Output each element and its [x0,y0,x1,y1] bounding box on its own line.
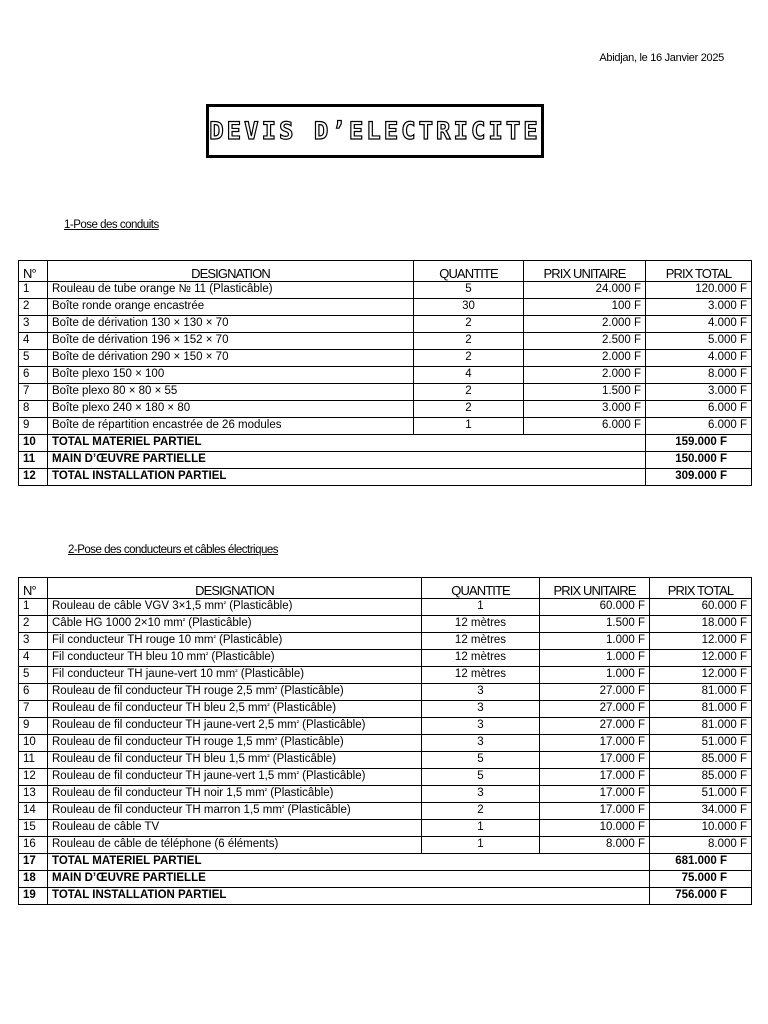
row-total-price: 8.000 F [646,367,752,384]
row-number: 1 [19,282,48,299]
row-total-price: 81.000 F [650,718,752,735]
row-unit-price: 17.000 F [540,786,650,803]
row-designation: Rouleau de fil conducteur TH rouge 2,5 $mm^{^2}$ (Plasticâble) [48,684,422,701]
total-row [19,888,752,905]
total-row-value: 75.000 F [650,871,752,888]
row-designation: Boîte de répartition encastrée de 26 modules [48,418,414,435]
row-quantity: 2 [414,401,524,418]
total-row-number: 19 [19,888,48,905]
table-row [19,650,752,667]
row-unit-price: 24.000 F [524,282,646,299]
row-number: 6 [19,367,48,384]
row-designation: Boîte de dérivation 290 × 150 × 70 [48,350,414,367]
superscript-two: ² [274,737,278,745]
row-number: 10 [19,735,48,752]
table-row [19,735,752,752]
superscript-two: ² [267,754,270,762]
total-row [19,871,752,888]
col-unit-price-header: PRIX UNITAIRE [524,261,646,282]
row-number: 11 [19,752,48,769]
table-header-row [19,578,752,599]
row-unit-price: 1.500 F [524,384,646,401]
row-designation: Câble HG 1000 2×10 $mm^{^2}$ (Plasticâble) [48,616,422,633]
table-row [19,803,752,820]
row-number: 2 [19,299,48,316]
table-row [19,786,752,803]
row-designation: Rouleau de tube orange № 11 (Plasticâble) [48,282,414,299]
row-designation: Rouleau de fil conducteur TH bleu 1,5 $mm^{^2}$ (Plasticâble) [48,752,422,769]
row-total-price: 10.000 F [650,820,752,837]
row-designation: Fil conducteur TH jaune-vert 10 $mm^{^2}$ (Plasticâble) [48,667,422,684]
row-unit-price: 1.000 F [540,633,650,650]
row-quantity: 12 mètres [422,667,540,684]
table-row [19,418,752,435]
table-row [19,701,752,718]
section2-table [18,577,752,905]
superscript-two: ² [223,601,226,609]
row-total-price: 51.000 F [650,735,752,752]
row-unit-price: 6.000 F [524,418,646,435]
col-total-price-header: PRIX TOTAL [650,578,752,599]
row-quantity: 12 mètres [422,650,540,667]
row-total-price: 85.000 F [650,752,752,769]
total-row-number: 11 [19,452,48,469]
document-title-box [206,104,544,158]
row-designation: Boîte plexo 240 × 180 × 80 [48,401,414,418]
row-number: 13 [19,786,48,803]
row-number: 16 [19,837,48,854]
total-row-number: 17 [19,854,48,871]
col-quantity-header: QUANTITE [422,578,540,599]
table-header-row [19,261,752,282]
row-number: 7 [19,701,48,718]
row-designation: Boîte plexo 150 × 100 [48,367,414,384]
row-quantity: 3 [422,701,540,718]
row-number: 6 [19,684,48,701]
section2-title: 2-Pose des conducteurs et câbles électriques [68,544,279,556]
table-row [19,718,752,735]
row-quantity: 1 [414,418,524,435]
row-quantity: 5 [422,769,540,786]
row-designation: Rouleau de fil conducteur TH jaune-vert 2,5 $mm^{^2}$ (Plasticâble) [48,718,422,735]
superscript-two: ² [213,635,216,643]
row-number: 5 [19,667,48,684]
total-row [19,469,752,486]
col-num-header: N° [19,261,48,282]
total-row-label: TOTAL MATERIEL PARTIEL [48,854,650,871]
section1-title: 1-Pose des conduits [64,219,159,231]
table-row [19,684,752,701]
table-row [19,599,752,616]
row-designation: Boîte de dérivation 196 × 152 × 70 [48,333,414,350]
row-total-price: 81.000 F [650,701,752,718]
row-quantity: 2 [414,333,524,350]
row-quantity: 12 mètres [422,633,540,650]
total-row-value: 681.000 F [650,854,752,871]
row-number: 3 [19,633,48,650]
table-row [19,299,752,316]
row-number: 5 [19,350,48,367]
superscript-two: ² [235,669,238,677]
row-total-price: 8.000 F [650,837,752,854]
row-total-price: 6.000 F [646,401,752,418]
row-designation: Rouleau de fil conducteur TH jaune-vert 1,5 $mm^{^2}$ (Plasticâble) [48,769,422,786]
row-unit-price: 1.000 F [540,650,650,667]
row-quantity: 5 [414,282,524,299]
table-row [19,667,752,684]
row-total-price: 85.000 F [650,769,752,786]
total-row-label: MAIN D’ŒUVRE PARTIELLE [48,452,646,469]
superscript-two: ² [274,686,278,694]
total-row-number: 18 [19,871,48,888]
table-row [19,350,752,367]
row-unit-price: 10.000 F [540,820,650,837]
row-quantity: 3 [422,735,540,752]
col-total-price-header: PRIX TOTAL [646,261,752,282]
col-unit-price-header: PRIX UNITAIRE [540,578,650,599]
row-unit-price: 27.000 F [540,701,650,718]
row-total-price: 12.000 F [650,650,752,667]
row-number: 3 [19,316,48,333]
row-total-price: 51.000 F [650,786,752,803]
total-row-label: MAIN D’ŒUVRE PARTIELLE [48,871,650,888]
row-unit-price: 2.000 F [524,367,646,384]
total-row-value: 309.000 F [646,469,752,486]
row-total-price: 18.000 F [650,616,752,633]
total-row-label: TOTAL MATERIEL PARTIEL [48,435,646,452]
total-row [19,854,752,871]
row-total-price: 3.000 F [646,384,752,401]
row-total-price: 81.000 F [650,684,752,701]
row-quantity: 5 [422,752,540,769]
table-row [19,752,752,769]
row-quantity: 1 [422,820,540,837]
superscript-two: ² [296,771,299,779]
row-unit-price: 17.000 F [540,735,650,752]
total-row [19,452,752,469]
table-row [19,769,752,786]
col-designation-header: DESIGNATION [48,578,422,599]
row-total-price: 6.000 F [646,418,752,435]
table-row [19,837,752,854]
row-number: 8 [19,401,48,418]
total-row-number: 12 [19,469,48,486]
row-designation: Rouleau de fil conducteur TH noir 1,5 $mm^{^2}$ (Plasticâble) [48,786,422,803]
table-row [19,367,752,384]
row-quantity: 2 [414,316,524,333]
row-total-price: 34.000 F [650,803,752,820]
section1-table [18,260,752,486]
row-designation: Boîte plexo 80 × 80 × 55 [48,384,414,401]
table-row [19,401,752,418]
total-row-label: TOTAL INSTALLATION PARTIEL [48,888,650,905]
table-row [19,282,752,299]
table-row [19,633,752,650]
total-row-label: TOTAL INSTALLATION PARTIEL [48,469,646,486]
row-quantity: 2 [414,350,524,367]
row-unit-price: 27.000 F [540,718,650,735]
row-number: 15 [19,820,48,837]
row-quantity: 3 [422,786,540,803]
row-designation: Fil conducteur TH bleu 10 $mm^{^2}$ (Plasticâble) [48,650,422,667]
row-total-price: 4.000 F [646,316,752,333]
total-row-value: 150.000 F [646,452,752,469]
superscript-two: ² [267,703,270,711]
row-unit-price: 17.000 F [540,752,650,769]
row-number: 1 [19,599,48,616]
total-row [19,435,752,452]
row-designation: Rouleau de câble TV [48,820,422,837]
row-total-price: 12.000 F [650,633,752,650]
row-quantity: 2 [422,803,540,820]
row-total-price: 4.000 F [646,350,752,367]
row-unit-price: 17.000 F [540,769,650,786]
table-row [19,316,752,333]
col-num-header: N° [19,578,48,599]
row-unit-price: 27.000 F [540,684,650,701]
document-title: DEVIS D’ELECTRICITE [209,117,541,145]
total-row-value: 159.000 F [646,435,752,452]
row-unit-price: 3.000 F [524,401,646,418]
row-quantity: 30 [414,299,524,316]
row-quantity: 12 mètres [422,616,540,633]
row-number: 2 [19,616,48,633]
row-number: 9 [19,418,48,435]
row-total-price: 3.000 F [646,299,752,316]
row-designation: Rouleau de fil conducteur TH rouge 1,5 $mm^{^2}$ (Plasticâble) [48,735,422,752]
row-number: 4 [19,333,48,350]
row-number: 12 [19,769,48,786]
row-total-price: 120.000 F [646,282,752,299]
row-unit-price: 1.000 F [540,667,650,684]
row-unit-price: 17.000 F [540,803,650,820]
row-unit-price: 8.000 F [540,837,650,854]
table-row [19,333,752,350]
row-unit-price: 2.000 F [524,316,646,333]
row-number: 9 [19,718,48,735]
col-quantity-header: QUANTITE [414,261,524,282]
row-designation: Boîte de dérivation 130 × 130 × 70 [48,316,414,333]
row-number: 7 [19,384,48,401]
document-date: Abidjan, le 16 Janvier 2025 [599,52,724,64]
superscript-two: ² [205,652,209,660]
row-designation: Rouleau de câble de téléphone (6 éléments) [48,837,422,854]
row-unit-price: 1.500 F [540,616,650,633]
superscript-two: ² [296,720,299,728]
total-row-number: 10 [19,435,48,452]
row-unit-price: 2.000 F [524,350,646,367]
superscript-two: ² [182,618,186,626]
row-designation: Boîte ronde orange encastrée [48,299,414,316]
row-unit-price: 2.500 F [524,333,646,350]
superscript-two: ² [264,788,267,796]
superscript-two: ² [281,805,285,813]
row-quantity: 4 [414,367,524,384]
row-total-price: 60.000 F [650,599,752,616]
total-row-value: 756.000 F [650,888,752,905]
row-unit-price: 100 F [524,299,646,316]
row-designation: Fil conducteur TH rouge 10 $mm^{^2}$ (Plasticâble) [48,633,422,650]
row-number: 4 [19,650,48,667]
table-row [19,616,752,633]
row-quantity: 1 [422,837,540,854]
row-unit-price: 60.000 F [540,599,650,616]
row-total-price: 12.000 F [650,667,752,684]
row-quantity: 3 [422,718,540,735]
row-total-price: 5.000 F [646,333,752,350]
row-quantity: 2 [414,384,524,401]
table-row [19,820,752,837]
row-quantity: 1 [422,599,540,616]
col-designation-header: DESIGNATION [48,261,414,282]
row-quantity: 3 [422,684,540,701]
row-designation: Rouleau de câble VGV 3×1,5 $mm^{^2}$ (Plasticâble) [48,599,422,616]
row-designation: Rouleau de fil conducteur TH bleu 2,5 $mm^{^2}$ (Plasticâble) [48,701,422,718]
row-designation: Rouleau de fil conducteur TH marron 1,5 $mm^{^2}$ (Plasticâble) [48,803,422,820]
table-row [19,384,752,401]
row-number: 14 [19,803,48,820]
